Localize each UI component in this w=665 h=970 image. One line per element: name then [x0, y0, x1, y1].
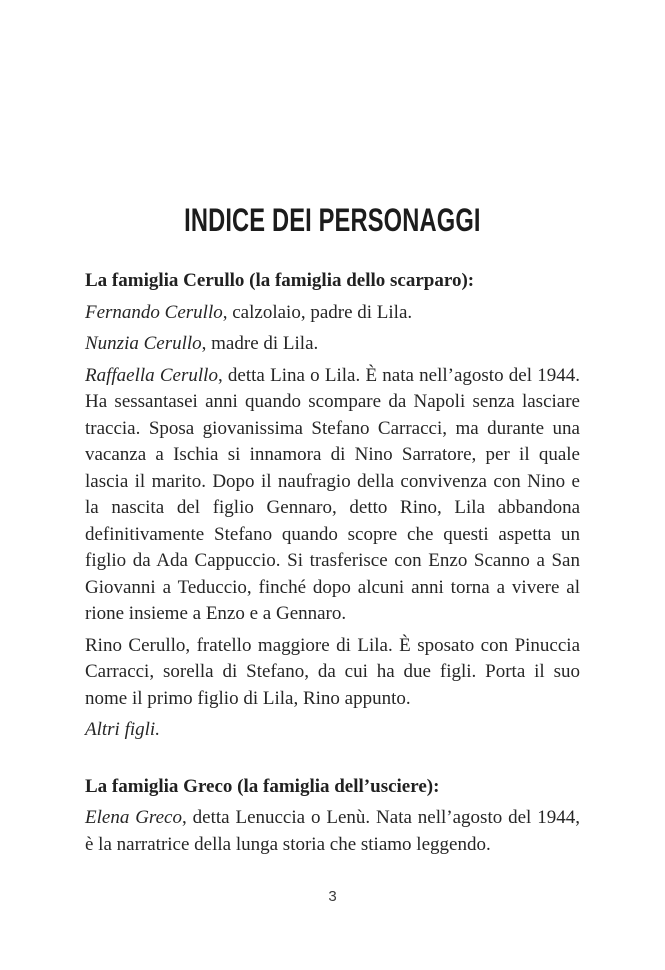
character-description: Rino Cerullo, fratello maggiore di Lila. È sposato con Pinuccia Carracci, sorella di Stefano, da cui ha due figli. Porta il suo nome il primo figlio di Lila, Rino appunto. — [85, 634, 580, 709]
page-number: 3 — [328, 888, 337, 905]
character-name: Raffaella Cerullo — [85, 364, 218, 386]
character-name: Fernando Cerullo — [85, 301, 223, 323]
character-description: , detta Lina o Lila. È nata nell’agosto del 1944. Ha sessantasei anni quando scompare da Napoli senza lasciare traccia. Sposa giovanissima Stefano Carracci, ma durante una vacanza a Ischia si innamora di Nino Sarratore, per il quale lascia il marito. Dopo il naufragio della convivenza con Nino e la nascita del figlio Gennaro, detto Rino, Lila abbandona definitivamente Stefano quando scopre che questi aspetta un figlio da Ada Cappuccio. Si trasferisce con Enzo Scanno a San Giovanni a Teduccio, finché dopo alcuni anni torna a vivere al rione insieme a Enzo e a Gennaro. — [85, 364, 580, 624]
character-entry-fernando — [85, 300, 580, 327]
character-name: Altri figli. — [85, 719, 160, 740]
character-entry-nunzia — [85, 331, 580, 358]
page-title — [85, 200, 580, 240]
section-famiglia-cerullo — [85, 268, 580, 744]
character-description: , madre di Lila. — [201, 333, 319, 354]
section-heading-greco: La famiglia Greco (la famiglia dell’usciere): — [85, 775, 440, 797]
page-content — [0, 200, 665, 858]
section-heading-cerullo: La famiglia Cerullo (la famiglia dello scarparo): — [85, 270, 475, 291]
character-entry-rino — [85, 633, 580, 713]
character-entry-altri-figli — [85, 717, 580, 744]
character-description: , detta Lenuccia o Lenù. Nata nell’agosto del 1944, è la narratrice della lunga storia che stiamo leggendo. — [85, 807, 580, 855]
character-name: Nunzia Cerullo — [85, 333, 202, 354]
character-name: Elena Greco — [85, 807, 182, 828]
character-description: , calzolaio, padre di Lila. — [222, 301, 413, 323]
character-entry-elena — [85, 805, 580, 858]
section-famiglia-greco — [85, 774, 580, 859]
character-entry-raffaella — [85, 363, 580, 628]
page-title-text: INDICE DEI PERSONAGGI — [184, 202, 481, 238]
